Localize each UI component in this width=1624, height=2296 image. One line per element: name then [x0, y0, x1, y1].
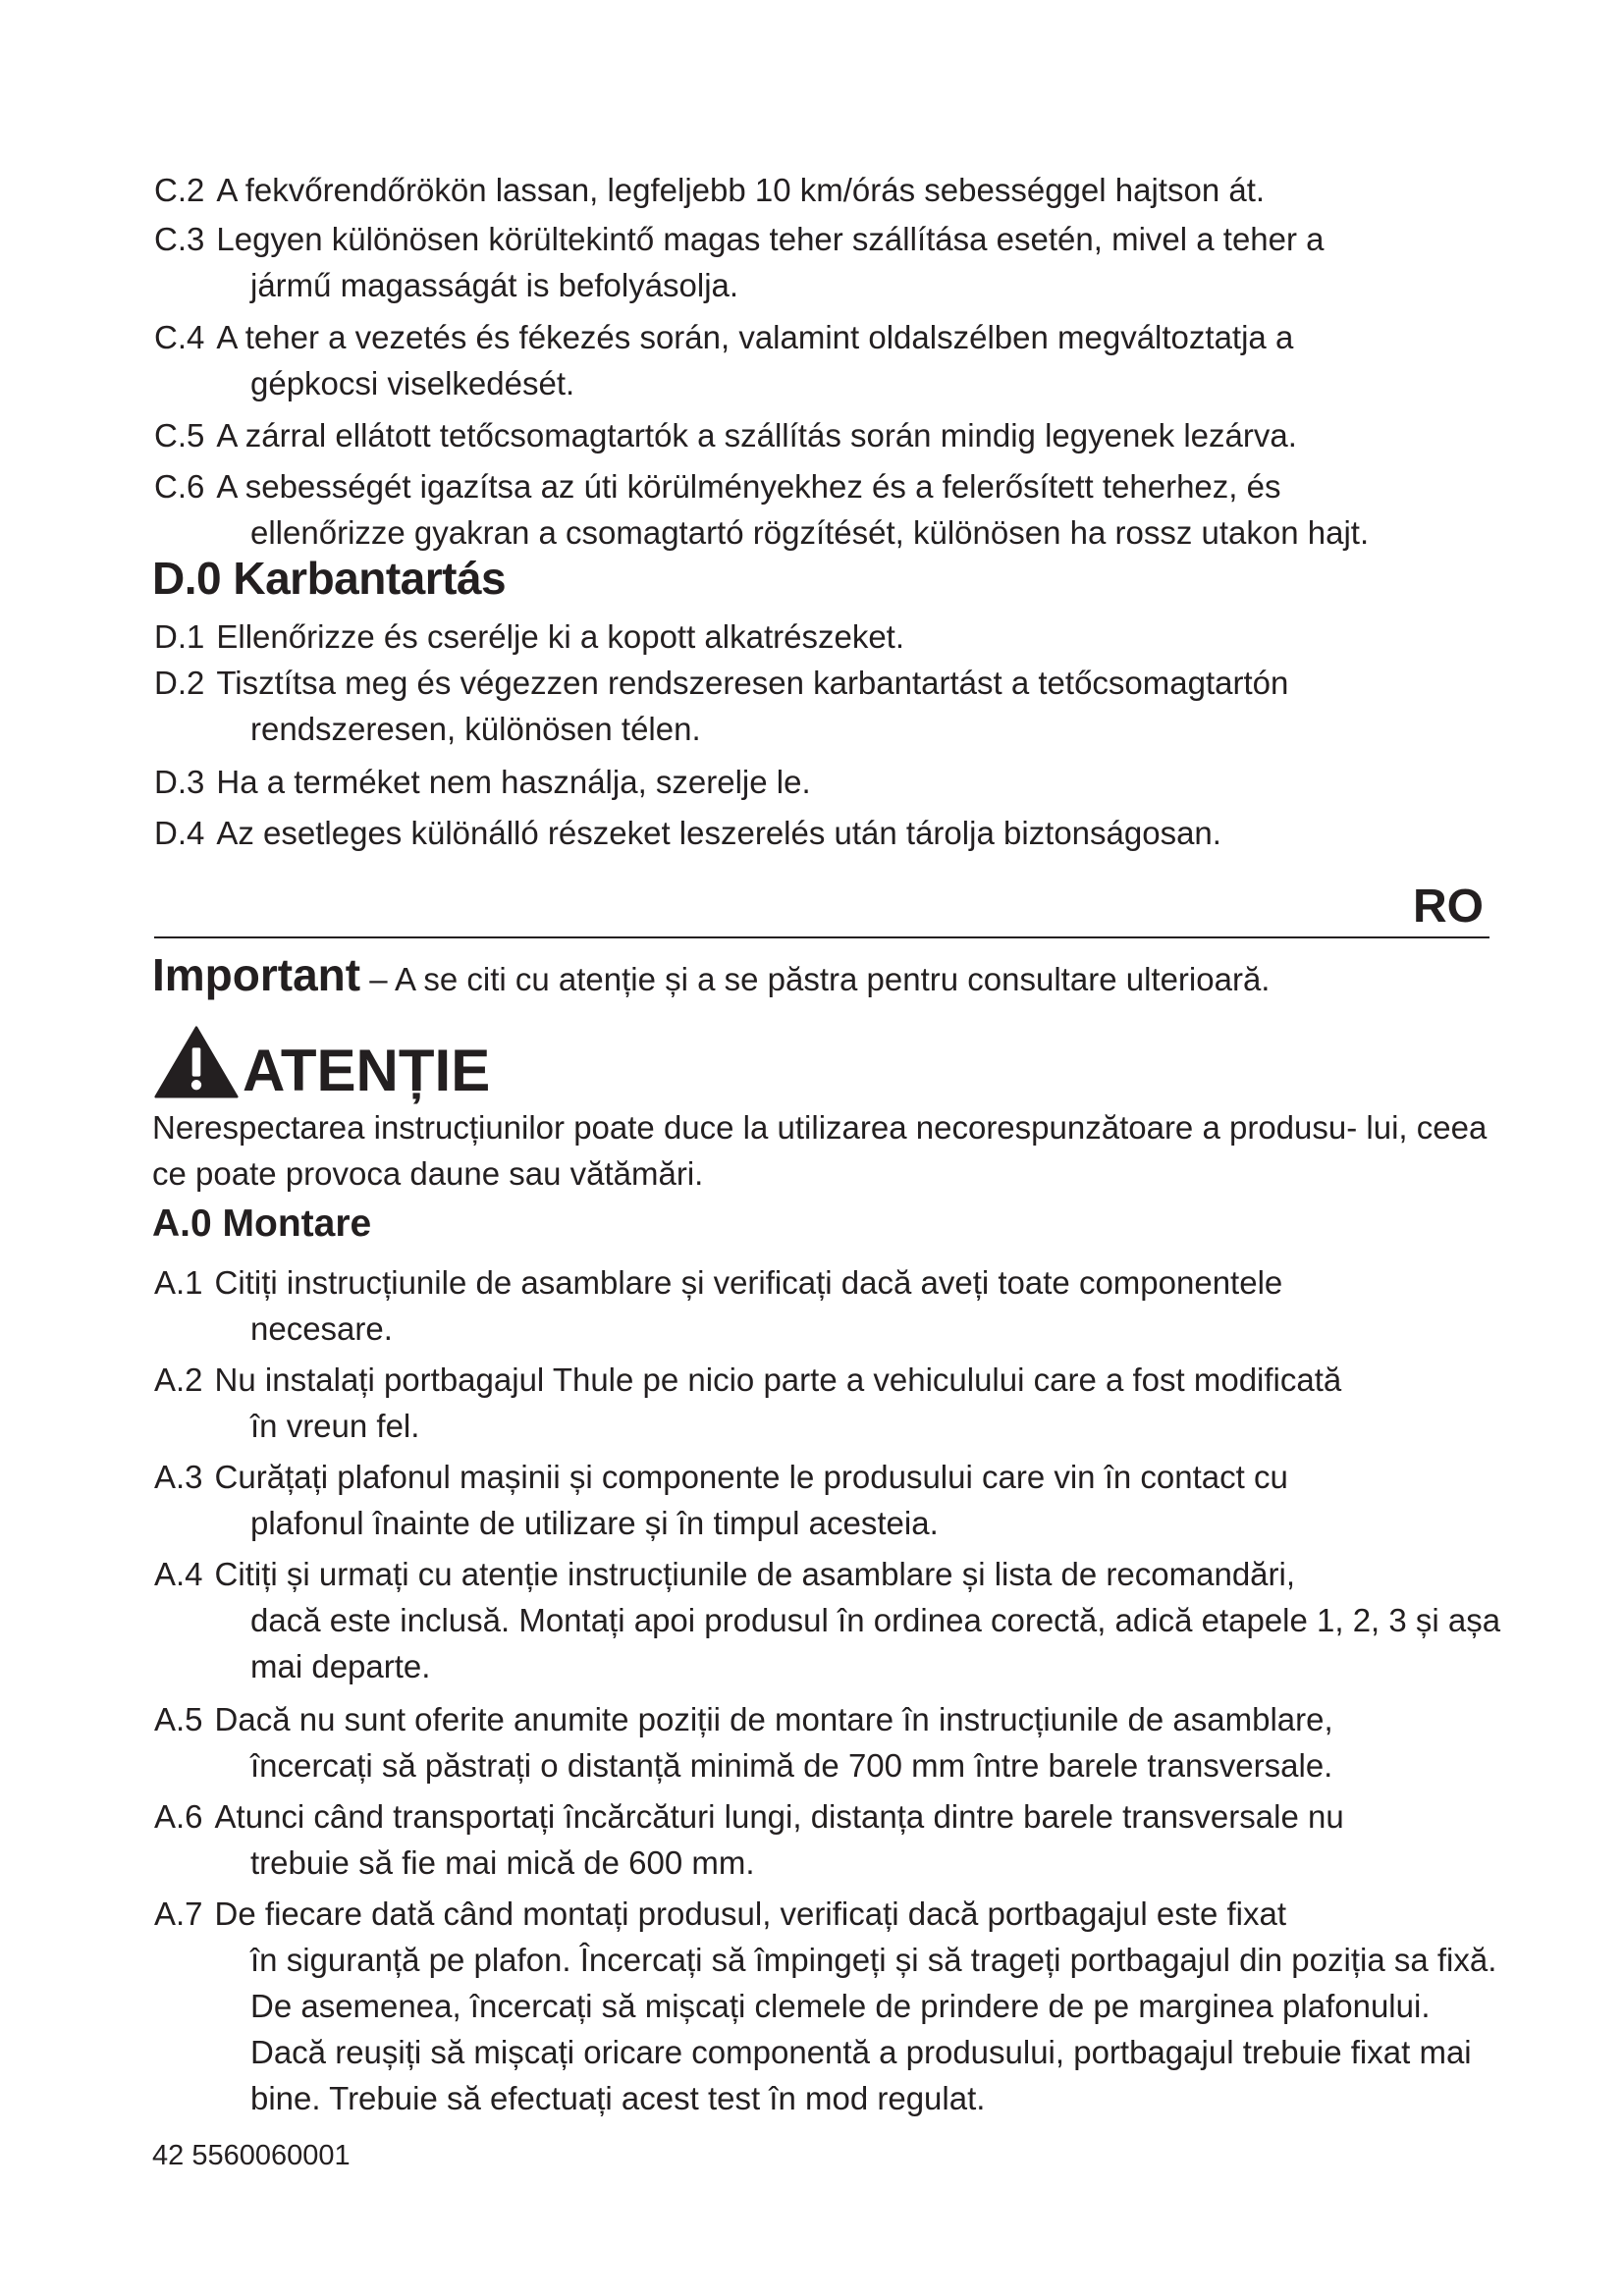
- important-text: – A se citi cu atenție și a se păstra pentru consultare ulterioară.: [360, 961, 1271, 997]
- list-item: A.3 Curățați plafonul mașinii și componente le produsului care vin în contact cu plafonul înainte de utilizare și în timpul acesteia.: [154, 1459, 1288, 1541]
- warning-header: [154, 1026, 490, 1103]
- list-item: A.2 Nu instalați portbagajul Thule pe nicio parte a vehiculului care a fost modificată în vreun fel.: [154, 1362, 1342, 1444]
- page-footer: 42 5560060001: [152, 2140, 351, 2171]
- section-heading: D.0 Karbantartás: [152, 553, 507, 604]
- list-item: A.1 Citiți instrucțiunile de asamblare și verificați dacă aveți toate componentele necesare.: [154, 1264, 1283, 1347]
- list-item: A.5 Dacă nu sunt oferite anumite poziții de montare în instrucțiunile de asamblare, încercați să păstrați o distanță minimă de 700 mm între barele transversale.: [154, 1701, 1333, 1784]
- warning-text: Nerespectarea instrucțiunilor poate duce la utilizarea necorespunzătoare a produsu- lui, ceea ce poate provoca daune sau vătămări.: [152, 1109, 1488, 1192]
- section-heading: A.0 Montare: [152, 1202, 372, 1245]
- list-item: A.7 De fiecare dată când montați produsul, verificați dacă portbagajul este fixat în siguranță pe plafon. Încercați să împingeți și să trageți portbagajul din poziția sa fixă. De asemenea, încercați să mișcați clemele de prindere de pe marginea plafonului. Dacă reușiți să mișcați oricare componentă a produsului, portbagajul trebuie fixat mai bine. Trebuie să efectuați acest test în mod regulat.: [154, 1896, 1497, 2116]
- list-item: D.4 Az esetleges különálló részeket leszerelés után tárolja biztonságosan.: [154, 815, 1221, 851]
- language-label: RO: [1413, 881, 1484, 933]
- warning-triangle-icon: [154, 1026, 239, 1103]
- list-item: C.5 A zárral ellátott tetőcsomagtartók a szállítás során mindig legyenek lezárva.: [154, 417, 1297, 454]
- list-item: D.1 Ellenőrizze és cserélje ki a kopott alkatrészeket.: [154, 618, 905, 655]
- list-item: A.6 Atunci când transportați încărcături lungi, distanța dintre barele transversale nu trebuie să fie mai mică de 600 mm.: [154, 1798, 1344, 1881]
- list-item: C.2 A fekvőrendőrökön lassan, legfeljebb 10 km/órás sebességgel hajtson át.: [154, 172, 1266, 208]
- list-item: C.6 A sebességét igazítsa az úti körülményekhez és a felerősített teherhez, és ellenőrizze gyakran a csomagtartó rögzítését, különösen ha rossz utakon hajt.: [154, 468, 1370, 551]
- list-item: C.4 A teher a vezetés és fékezés során, valamint oldalszélben megváltoztatja a gépkocsi viselkedését.: [154, 319, 1294, 401]
- list-item: A.4 Citiți și urmați cu atenție instrucțiunile de asamblare și lista de recomandări, dacă este inclusă. Montați apoi produsul în ordinea corectă, adică etapele 1, 2, 3 și așa mai departe.: [154, 1556, 1501, 1684]
- important-label: Important: [152, 949, 361, 1000]
- list-item: D.2 Tisztítsa meg és végezzen rendszeresen karbantartást a tetőcsomagtartón rendszeresen, különösen télen.: [154, 665, 1289, 747]
- divider: [154, 936, 1489, 938]
- list-item: D.3 Ha a terméket nem használja, szerelje le.: [154, 764, 811, 800]
- list-item: C.3 Legyen különösen körültekintő magas teher szállítása esetén, mivel a teher a jármű magasságát is befolyásolja.: [154, 221, 1325, 303]
- warning-title: ATENȚIE: [243, 1038, 491, 1103]
- important-line: [152, 947, 1270, 1007]
